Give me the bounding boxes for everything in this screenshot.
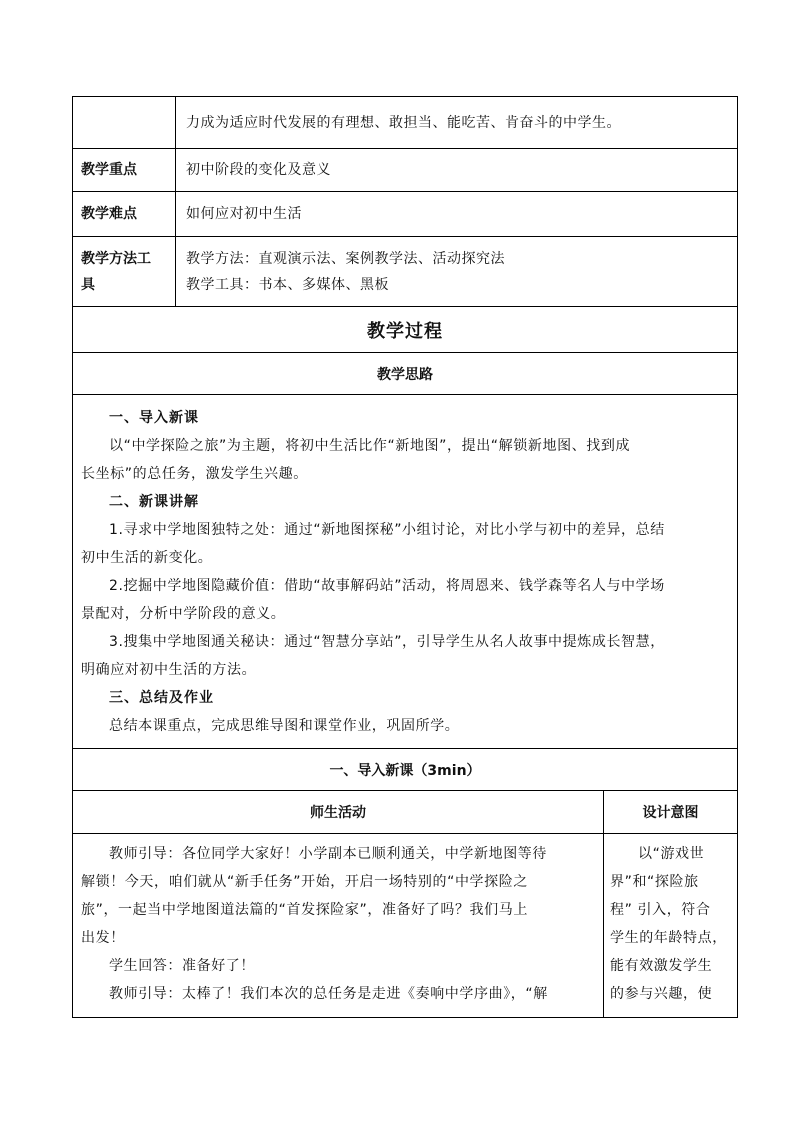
step1-line-1: 1.寻求中学地图独特之处：通过“新地图探秘”小组讨论，对比小学与初中的差异，总结 [109, 521, 665, 538]
design-cell [604, 834, 738, 1018]
step3-line-1: 3.搜集中学地图通关秘诀：通过“智慧分享站”，引导学生从名人故事中提炼成长智慧， [109, 633, 665, 650]
activity-line-5: 学生回答：准备好了！ [109, 958, 255, 974]
step2-line-1: 2.挖掘中学地图隐藏价值：借助“故事解码站”活动，将周恩来、钱学森等名人与中学场 [109, 577, 665, 594]
design-line-4: 学生的年龄特点， [610, 930, 727, 946]
intro-paragraph-line-1: 以“中学探险之旅”为主题，将初中生活比作“新地图”，提出“解锁新地图、找到成 [109, 437, 631, 454]
tools-line: 教学工具：书本、多媒体、黑板 [186, 276, 389, 293]
process-title-row [73, 307, 738, 353]
activity-cell [73, 834, 604, 1018]
design-line-2: 界”和“探险旅 [610, 874, 699, 890]
thinking-content-row [73, 395, 738, 749]
thinking-title: 教学思路 [73, 353, 738, 395]
activity-row [73, 834, 738, 1018]
design-line-6: 的参与兴趣，使 [610, 986, 713, 1002]
intro-section-title: 一、导入新课（3min） [73, 749, 738, 791]
activity-line-6: 教师引导：太棒了！我们本次的总任务是走进《奏响中学序曲》，“解 [109, 986, 548, 1002]
activity-line-1: 教师引导：各位同学大家好！小学副本已顺利通关，中学新地图等待 [109, 846, 547, 862]
lesson-plan-sheet [72, 96, 737, 1018]
empty-label-cell [73, 97, 176, 149]
activity-column-header: 师生活动 [73, 791, 604, 834]
method-value [176, 237, 738, 307]
step2-line-2: 景配对，分析中学阶段的意义。 [81, 605, 286, 622]
key-point-value: 初中阶段的变化及意义 [176, 149, 738, 192]
difficulty-row [73, 192, 738, 237]
intro-paragraph-line-2: 长坐标”的总任务，激发学生兴趣。 [81, 465, 308, 482]
difficulty-value: 如何应对初中生活 [176, 192, 738, 237]
method-label-line-2: 具 [81, 276, 95, 293]
objective-text: 力成为适应时代发展的有理想、敢担当、能吃苦、肯奋斗的中学生。 [176, 97, 738, 149]
new-lesson-heading: 二、新课讲解 [109, 493, 199, 510]
key-point-label: 教学重点 [73, 149, 176, 192]
thinking-title-row [73, 353, 738, 395]
method-label [73, 237, 176, 307]
method-line: 教学方法：直观演示法、案例教学法、活动探究法 [186, 250, 505, 267]
process-title: 教学过程 [73, 307, 738, 353]
method-label-line-1: 教学方法工 [81, 250, 151, 267]
summary-heading: 三、总结及作业 [109, 689, 214, 706]
intro-section-row [73, 749, 738, 791]
design-column-header: 设计意图 [604, 791, 738, 834]
step3-line-2: 明确应对初中生活的方法。 [81, 661, 257, 678]
design-line-3: 程” 引入，符合 [610, 902, 711, 918]
thinking-content [73, 395, 738, 749]
objective-continuation-row [73, 97, 738, 149]
key-point-row [73, 149, 738, 192]
column-header-row [73, 791, 738, 834]
design-line-5: 能有效激发学生 [610, 958, 713, 974]
step1-line-2: 初中生活的新变化。 [81, 549, 213, 566]
activity-line-2: 解锁！今天，咱们就从“新手任务”开始，开启一场特别的“中学探险之 [81, 874, 528, 890]
design-line-1: 以“游戏世 [638, 846, 705, 862]
method-row [73, 237, 738, 307]
summary-paragraph: 总结本课重点，完成思维导图和课堂作业，巩固所学。 [109, 717, 460, 734]
activity-line-4: 出发！ [81, 930, 125, 946]
lesson-plan-table [72, 96, 738, 1018]
intro-heading: 一、导入新课 [109, 409, 199, 426]
difficulty-label: 教学难点 [73, 192, 176, 237]
activity-line-3: 旅”，一起当中学地图道法篇的“首发探险家”，准备好了吗？我们马上 [81, 902, 528, 918]
